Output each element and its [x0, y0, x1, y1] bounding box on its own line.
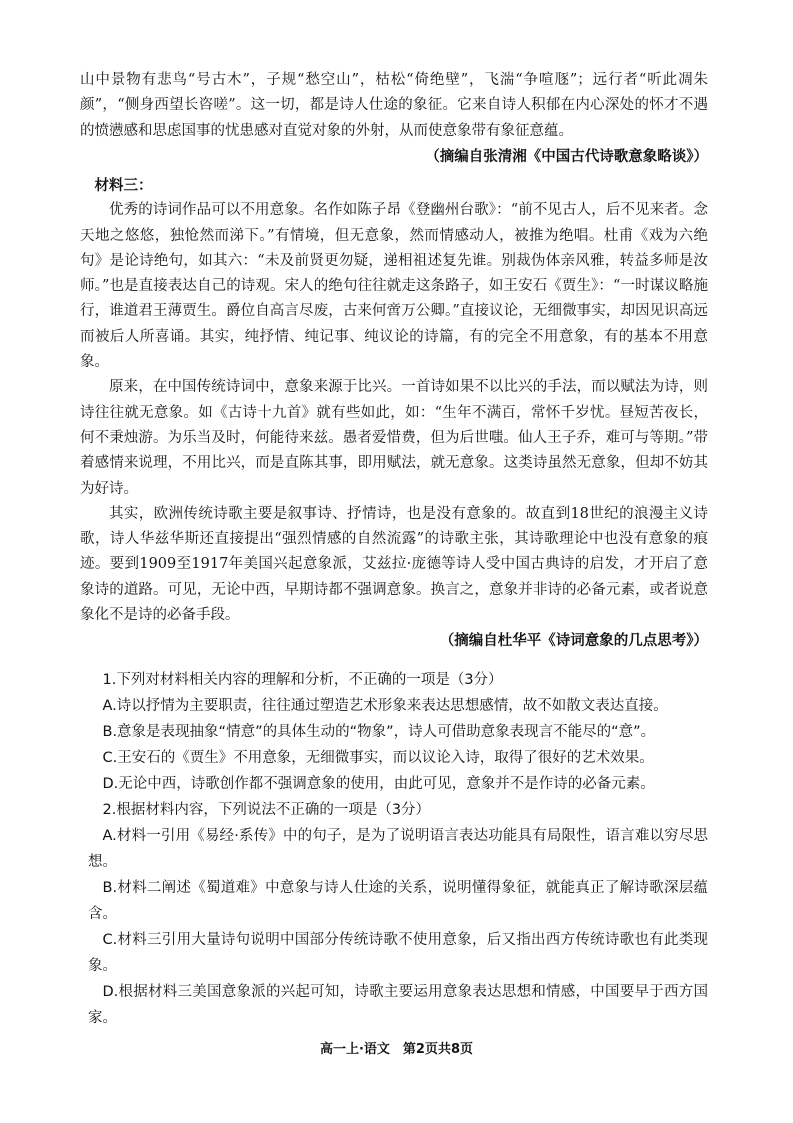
- question-1-option-c: C.王安石的《贾生》不用意象，无细微事实，而以议论入诗，取得了很好的艺术效果。: [102, 750, 654, 766]
- question-2-option-d: D.根据材料三美国意象派的兴起可知，诗歌主要运用意象表达思想和情感，中国要早于西方国家。: [88, 984, 708, 1026]
- question-2-option-a: A.材料一引用《易经·系传》中的句子，是为了说明语言表达功能具有局限性，语言难以穷尽思想。: [88, 828, 708, 870]
- material-three-source: （摘编自杜华平《诗词意象的几点思考》）: [439, 632, 708, 650]
- material-two-continuation: [80, 68, 708, 169]
- page-footer: 高一上·语文 第2页共8页: [319, 1042, 474, 1057]
- question-2-option-b: B.材料二阐述《蜀道难》中意象与诗人仕途的关系，说明懂得象征，就能真正了解诗歌深层蕴含。: [88, 880, 708, 922]
- material-three-paragraph-2: 原来，在中国传统诗词中，意象来源于比兴。一首诗如果不以比兴的手法，而以赋法为诗，则诗往往就无意象。如《古诗十九首》就有些如此，如：“生年不满百，常怀千岁忧。昼短苦夜长，何不秉烛游。为乐当及时，何能待来兹。愚者爱惜费，但为后世嗤。仙人王子乔，难可与等期。”带着感情来说理，不用比兴，而是直陈其事，即用赋法，就无意象。这类诗虽然无意象，但却不妨其为好诗。: [80, 379, 708, 497]
- material-three-heading: 材料三：: [94, 177, 153, 194]
- question-1-option-b: B.意象是表现抽象“情意”的具体生动的“物象”，诗人可借助意象表现言不能尽的“意”。: [102, 724, 656, 740]
- question-1-option-a: A.诗以抒情为主要职责，往往通过塑造艺术形象来表达思想感情，故不如散文表达直接。: [102, 698, 668, 714]
- question-section: [88, 667, 708, 1031]
- question-1-stem: 1.下列对材料相关内容的理解和分析，不正确的一项是（3分）: [102, 672, 503, 688]
- material-three-paragraph-3: 其实，欧洲传统诗歌主要是叙事诗、抒情诗，也是没有意象的。故直到18世纪的浪漫主义诗歌，诗人华兹华斯还直接提出“强烈情感的自然流露”的诗歌主张，其诗歌理论中也没有意象的痕迹。要到1909至1917年美国兴起意象派，艾兹拉·庞德等诗人受中国古典诗的启发，才开启了意象诗的道路。可见，无论中西，早期诗都不强调意象。换言之，意象并非诗的必备元素，或者说意象化不是诗的必备手段。: [80, 505, 708, 624]
- material-two-paragraph: 山中景物有悲鸟“号古木”，子规“愁空山”，枯松“倚绝壁”，飞湍“争喧豗”；远行者“听此凋朱颜”，“侧身西望长咨嗟”。这一切，都是诗人仕途的象征。它来自诗人积郁在内心深处的怀才不遇的愤懑感和思虑国事的忧患感对直觉对象的外射，从而使意象带有象征意蕴。: [80, 72, 708, 139]
- question-1-option-d: D.无论中西，诗歌创作都不强调意象的使用，由此可见，意象并不是作诗的必备元素。: [102, 776, 655, 792]
- question-2-stem: 2.根据材料内容，下列说法不正确的一项是（3分）: [102, 802, 431, 818]
- material-three-paragraph-1: 优秀的诗词作品可以不用意象。名作如陈子昂《登幽州台歌》：“前不见古人，后不见来者。念天地之悠悠，独怆然而涕下。”有情境，但无意象，然而情感动人，被推为绝唱。杜甫《戏为六绝句》是论诗绝句，如其六：“未及前贤更勿疑，递相祖述复先谁。别裁伪体亲风雅，转益多师是汝师。”也是直接表达自己的诗观。宋人的绝句往往就走这条路子，如王安石《贾生》：“一时谋议略施行，谁道君王薄贾生。爵位自高言尽废，古来何啻万公卿。”直接议论，无细微事实，却因见识高远而被后人所喜诵。其实，纯抒情、纯记事、纯议论的诗篇，有的完全不用意象，有的基本不用意象。: [80, 202, 708, 371]
- material-three: [80, 173, 708, 654]
- material-two-source: （摘编自张清湘《中国古代诗歌意象略谈》）: [425, 147, 708, 165]
- question-2-option-c: C.材料三引用大量诗句说明中国部分传统诗歌不使用意象，后又指出西方传统诗歌也有此类现象。: [88, 932, 708, 974]
